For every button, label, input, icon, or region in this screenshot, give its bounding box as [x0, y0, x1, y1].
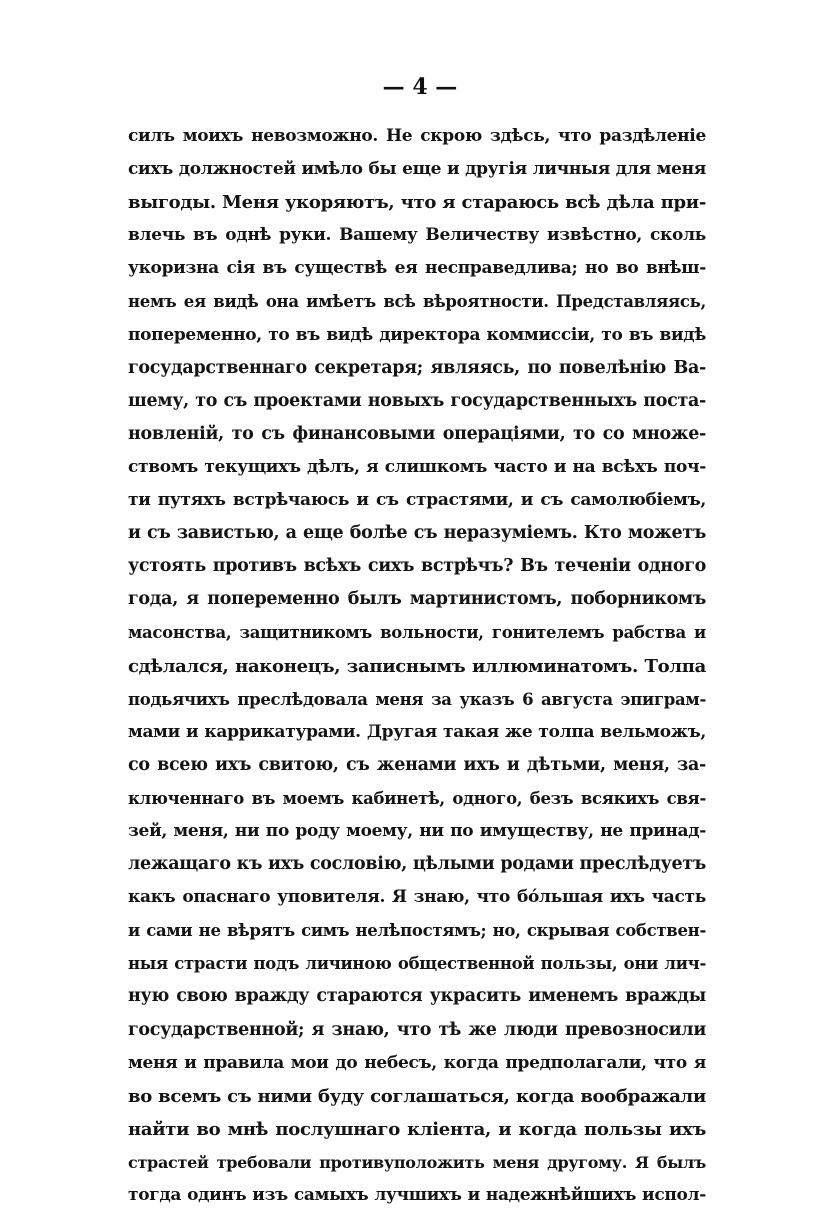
text-line: сдѣлался, наконецъ, записнымъ иллюминатомъ. Толпа: [128, 655, 706, 677]
text-line: сихъ должностей имѣло бы еще и другія личныя для меня: [128, 159, 706, 180]
text-line: какъ опаснаго уповителя. Я знаю, что бо́льшая ихъ часть: [128, 887, 706, 908]
text-line: попеременно, то въ видѣ директора коммиссіи, то въ видѣ: [128, 324, 706, 345]
text-line: ключеннаго въ моемъ кабинетѣ, одного, безъ всякихъ свя-: [128, 788, 706, 808]
text-line: года, я попеременно былъ мартинистомъ, поборникомъ: [128, 589, 706, 610]
text-line: новленій, то съ финансовыми операціями, то со множе-: [128, 423, 706, 444]
text-line: ную свою вражду стараются украсить именемъ вражды: [128, 986, 706, 1007]
text-line: шему, то съ проектами новыхъ государственныхъ поста-: [128, 390, 706, 411]
text-line: выгоды. Меня укоряютъ, что я стараюсь всѣ дѣла при-: [128, 192, 706, 214]
text-line: найти во мнѣ послушнаго кліента, и когда пользы ихъ: [128, 1118, 706, 1140]
text-line: государственной; я знаю, что тѣ же люди превозносили: [128, 1019, 706, 1040]
text-line: укоризна сія въ существѣ ея несправедлива; но во внѣш-: [128, 258, 706, 279]
text-line: меня и правила мои до небесъ, когда предполагали, что я: [128, 1052, 706, 1073]
text-line: немъ ея видѣ она имѣетъ всѣ вѣроятности. Представляясь,: [128, 292, 706, 312]
text-line: мами и каррикатурами. Другая такая же толпа вельможъ,: [128, 721, 706, 742]
text-line: во всемъ съ ними буду соглашаться, когда воображали: [128, 1085, 706, 1107]
text-line: зей, меня, ни по роду моему, ни по имуществу, не принад-: [128, 820, 706, 841]
text-line: подьячихъ преслѣдовала меня за указъ 6 августа эпиграм-: [128, 689, 706, 709]
body-text: [128, 120, 706, 1212]
text-line: ствомъ текущихъ дѣлъ, я слишкомъ часто и на всѣхъ поч-: [128, 456, 706, 477]
text-line: масонства, защитникомъ вольности, гонителемъ рабства и: [128, 623, 706, 643]
text-line: ныя страсти подъ личиною общественной пользы, они лич-: [128, 954, 706, 974]
text-line: лежащаго къ ихъ сословію, цѣлыми родами преслѣдуетъ: [128, 854, 706, 875]
text-line: со всею ихъ свитою, съ женами ихъ и дѣтьми, меня, за-: [128, 754, 706, 775]
text-line: силъ моихъ невозможно. Не скрою здѣсь, что раздѣленіе: [128, 126, 706, 146]
text-line: тогда одинъ изъ самыхъ лучшихъ и надежнѣйшихъ испол-: [128, 1185, 706, 1205]
text-line: страстей требовали противуположить меня другому. Я былъ: [128, 1152, 706, 1172]
text-line: устоять противъ всѣхъ сихъ встрѣчъ? Въ теченіи одного: [128, 556, 706, 577]
text-line: и съ завистью, а еще болѣе съ неразуміемъ. Кто можетъ: [128, 523, 706, 544]
text-line: и сами не вѣрятъ симъ нелѣпостямъ; но, скрывая собствен-: [128, 921, 706, 941]
text-line: ти путяхъ встрѣчаюсь и съ страстями, и съ самолюбіемъ,: [128, 490, 706, 511]
text-line: государственнаго секретаря; являясь, по повелѣнію Ва-: [128, 357, 706, 378]
text-line: влечь въ однѣ руки. Вашему Величеству извѣстно, сколь: [128, 225, 706, 246]
page-number: — 4 —: [382, 74, 458, 100]
